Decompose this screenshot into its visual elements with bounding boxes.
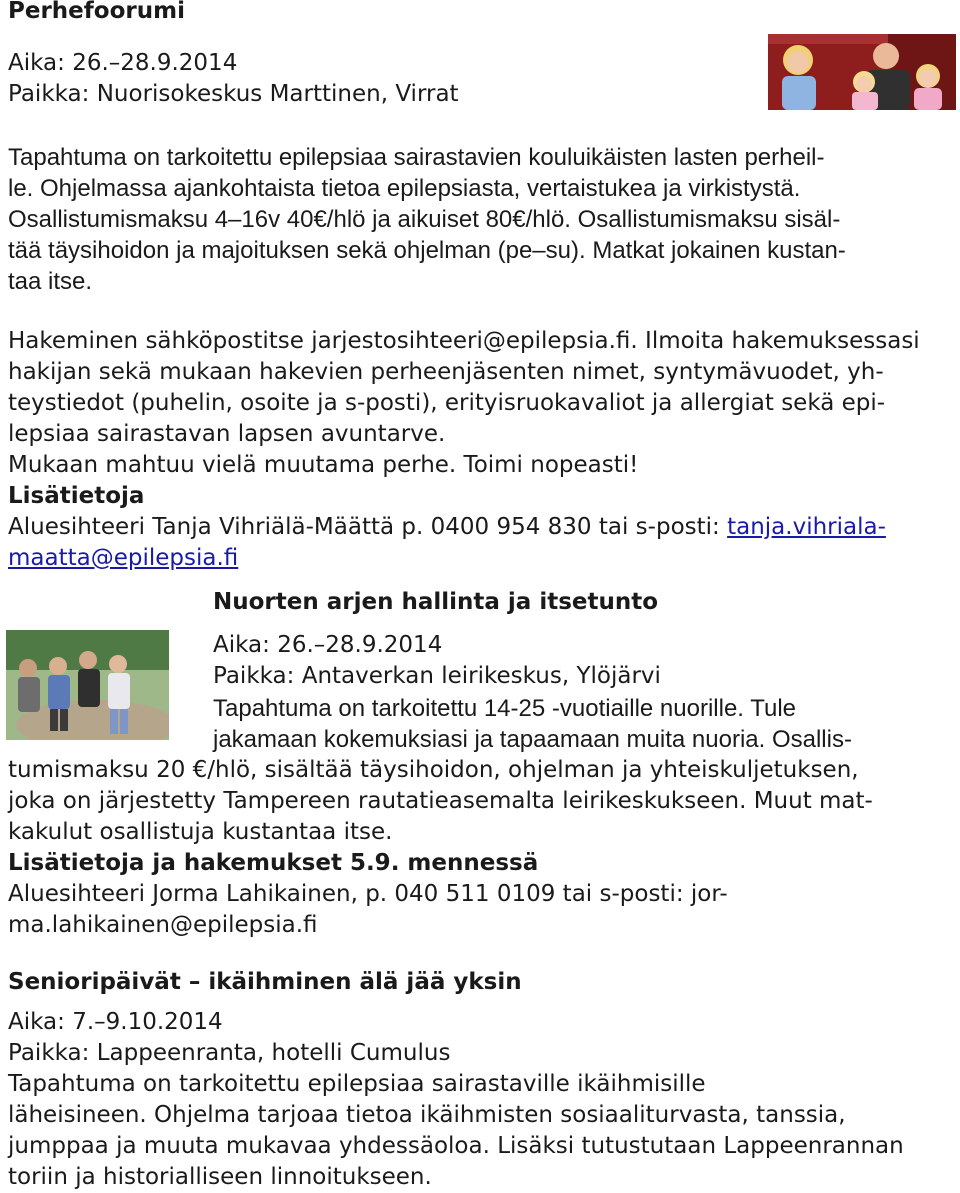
section1-apply-line: Hakeminen sähköpostitse jarjestosihteeri@epilepsia.fi. Ilmoita hakemuksessasi — [8, 328, 920, 354]
section3-place: Paikka: Lappeenranta, hotelli Cumulus — [8, 1040, 451, 1066]
section3-title: Senioripäivät – ikäihminen älä jää yksin — [8, 969, 522, 995]
section3-desc-line: Tapahtuma on tarkoitettu epilepsiaa sairastaville ikäihmisille — [8, 1071, 706, 1097]
section1-apply-line: lepsiaa sairastavan lapsen avuntarve. — [8, 421, 446, 447]
section1-apply-line: hakijan sekä mukaan hakevien perheenjäsenten nimet, syntymävuodet, yh- — [8, 359, 884, 385]
section1-apply-line: Mukaan mahtuu vielä muutama perhe. Toimi nopeasti! — [8, 452, 639, 478]
section2-more-info-heading: Lisätietoja ja hakemukset 5.9. mennessä — [8, 850, 539, 876]
section1-desc-line: taa itse. — [8, 268, 93, 295]
section1-apply-line: teystiedot (puhelin, osoite ja s-posti), erityisruokavaliot ja allergiat sekä epi- — [8, 390, 886, 416]
email-link-tanja[interactable]: tanja.vihriala- — [727, 514, 886, 540]
section3-desc-line: toriin ja historialliseen linnoitukseen. — [8, 1164, 432, 1190]
section1-time: Aika: 26.–28.9.2014 — [8, 50, 238, 76]
family-photo-image — [768, 34, 956, 110]
section1-contact-cont — [8, 543, 238, 574]
section1-contact — [8, 512, 886, 543]
section2-contact-line: ma.lahikainen@epilepsia.fi — [8, 912, 318, 938]
section2-contact-line: Aluesihteeri Jorma Lahikainen, p. 040 511 0109 tai s-posti: jor- — [8, 881, 728, 907]
section1-desc-line: Osallistumismaksu 4–16v 40€/hlö ja aikuiset 80€/hlö. Osallistumismaksu sisäl- — [8, 206, 841, 233]
section1-place: Paikka: Nuorisokeskus Marttinen, Virrat — [8, 81, 459, 107]
youth-photo — [6, 630, 169, 740]
youth-photo-image — [6, 630, 169, 740]
section1-desc-line: Tapahtuma on tarkoitettu epilepsiaa sairastavien kouluikäisten lasten perheil- — [8, 144, 825, 171]
section3-desc-line: jumppaa ja muuta mukavaa yhdessäoloa. Lisäksi tutustutaan Lappeenrannan — [8, 1133, 904, 1159]
section2-title: Nuorten arjen hallinta ja itsetunto — [213, 589, 659, 615]
section1-title: Perhefoorumi — [8, 0, 185, 24]
section2-desc-line: tumismaksu 20 €/hlö, sisältää täysihoidon, ohjelman ja yhteiskuljetuksen, — [8, 757, 859, 783]
section2-desc-line: jakamaan kokemuksiasi ja tapaamaan muita nuoria. Osallis- — [213, 726, 852, 753]
section1-desc-line: tää täysihoidon ja majoituksen sekä ohjelman (pe–su). Matkat jokainen kustan- — [8, 237, 846, 264]
section2-time: Aika: 26.–28.9.2014 — [213, 632, 443, 658]
section2-desc-line: Tapahtuma on tarkoitettu 14-25 -vuotiaille nuorille. Tule — [213, 695, 797, 722]
section2-desc-line: joka on järjestetty Tampereen rautatieasemalta leirikeskukseen. Muut mat- — [8, 788, 873, 814]
section1-contact-text: Aluesihteeri Tanja Vihriälä-Määttä p. 0400 954 830 tai s-posti: — [8, 514, 728, 540]
section2-place: Paikka: Antaverkan leirikeskus, Ylöjärvi — [213, 663, 661, 689]
section2-desc-line: kakulut osallistuja kustantaa itse. — [8, 819, 393, 845]
email-link-tanja-cont[interactable]: maatta@epilepsia.fi — [8, 545, 239, 571]
section1-desc-line: le. Ohjelmassa ajankohtaista tietoa epilepsiasta, vertaistukea ja virkistystä. — [8, 175, 801, 202]
section3-time: Aika: 7.–9.10.2014 — [8, 1009, 223, 1035]
section1-more-info-heading: Lisätietoja — [8, 483, 145, 509]
section3-desc-line: läheisineen. Ohjelma tarjoaa tietoa ikäihmisten sosiaaliturvasta, tanssia, — [8, 1102, 846, 1128]
family-photo — [768, 34, 956, 110]
